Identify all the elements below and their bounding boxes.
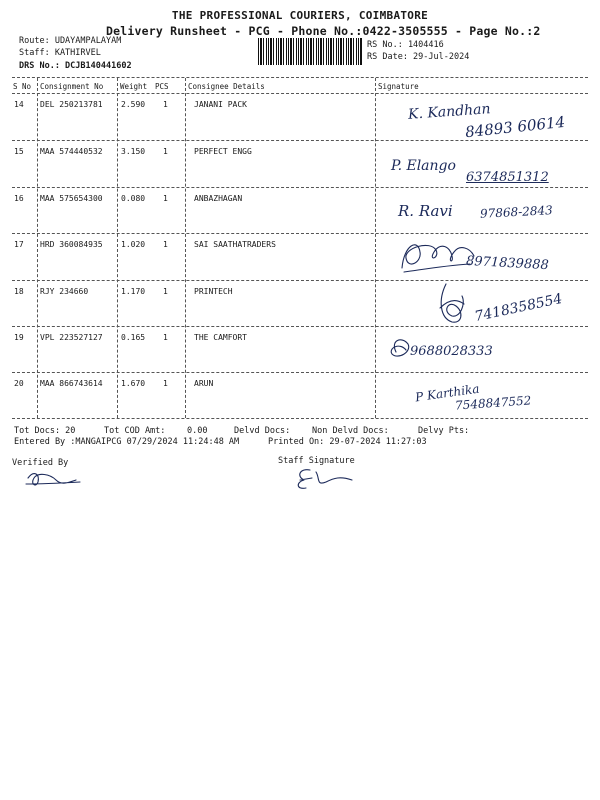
handwritten-name: R. Ravi: [398, 202, 453, 220]
cell-sno: 15: [14, 147, 24, 156]
cell-pcs: 1: [163, 287, 168, 296]
rs-date: RS Date: 29-Jul-2024: [367, 52, 470, 62]
signature-scribble: [441, 284, 463, 322]
cell-pcs: 1: [163, 333, 168, 342]
column-header-sno: S No: [13, 82, 32, 91]
cell-sno: 19: [14, 333, 24, 342]
cell-weight: 1.170: [121, 287, 146, 296]
handwritten-phone: 6374851312: [466, 170, 549, 185]
handwritten-name: P Karthika: [414, 381, 481, 405]
cell-weight: 0.165: [121, 333, 146, 342]
handwritten-phone: 7418358554: [473, 290, 564, 326]
delivery-points: Delvy Pts:: [418, 426, 470, 436]
cell-pcs: 1: [163, 240, 168, 249]
total-cod-label: Tot COD Amt:: [104, 426, 166, 436]
column-header-signature: Signature: [378, 82, 419, 91]
signature-scribble: [391, 340, 409, 356]
handwritten-phone: 97868-2843: [479, 203, 554, 221]
cell-sno: 16: [14, 194, 24, 203]
cell-consignee: PRINTECH: [194, 287, 233, 296]
total-cod-value: 0.00: [187, 426, 208, 436]
cell-consignee: THE CAMFORT: [194, 333, 247, 342]
cell-pcs: 1: [163, 100, 168, 109]
cell-weight: 0.080: [121, 194, 146, 203]
cell-weight: 2.590: [121, 100, 146, 109]
delivered-docs: Delvd Docs:: [234, 426, 291, 436]
staff-signature-mark: [298, 470, 352, 489]
cell-weight: 1.020: [121, 240, 146, 249]
cell-pcs: 1: [163, 147, 168, 156]
route-label: Route: UDAYAMPALAYAM: [19, 36, 122, 46]
cell-consignee: PERFECT ENGG: [194, 147, 252, 156]
entered-by: Entered By :MANGAIPCG 07/29/2024 11:24:48 AM: [14, 437, 240, 447]
cell-sno: 18: [14, 287, 24, 296]
cell-consignment: MAA 575654300: [40, 194, 103, 203]
column-header-pcs: PCS: [155, 82, 169, 91]
rs-number: RS No.: 1404416: [367, 40, 444, 50]
staff-signature-label: Staff Signature: [278, 456, 355, 466]
cell-consignee: ANBAZHAGAN: [194, 194, 243, 203]
cell-consignment: DEL 250213781: [40, 100, 103, 109]
verified-by-label: Verified By: [12, 458, 69, 468]
total-docs: Tot Docs: 20: [14, 426, 76, 436]
drs-number: DRS No.: DCJB140441602: [19, 61, 132, 71]
cell-consignee: ARUN: [194, 379, 214, 388]
cell-sno: 20: [14, 379, 24, 388]
cell-sno: 17: [14, 240, 24, 249]
cell-consignee: SAI SAATHATRADERS: [194, 240, 276, 249]
printed-on: Printed On: 29-07-2024 11:27:03: [268, 437, 427, 447]
handwritten-phone: 7548847552: [454, 393, 532, 413]
cell-consignment: MAA 574440532: [40, 147, 103, 156]
cell-weight: 3.150: [121, 147, 146, 156]
verified-by-signature: [26, 474, 80, 485]
company-title: THE PROFESSIONAL COURIERS, COIMBATORE: [171, 9, 429, 22]
runsheet-title: Delivery Runsheet - PCG - Phone No.:0422-3505555 - Page No.:2: [106, 24, 541, 38]
cell-pcs: 1: [163, 194, 168, 203]
cell-weight: 1.670: [121, 379, 146, 388]
staff-label: Staff: KATHIRVEL: [19, 48, 101, 58]
cell-consignment: VPL 223527127: [40, 333, 103, 342]
non-delivered-docs: Non Delvd Docs:: [312, 426, 389, 436]
handwritten-name: K. Kandhan: [407, 101, 491, 123]
handwritten-phone: 84893 60614: [464, 112, 566, 142]
column-header-consignee: Consignee Details: [188, 82, 265, 91]
cell-consignment: HRD 360084935: [40, 240, 103, 249]
cell-consignment: RJY 234660: [40, 287, 89, 296]
cell-pcs: 1: [163, 379, 168, 388]
handwritten-name: P. Elango: [391, 158, 456, 174]
column-header-consignment: Consignment No: [40, 82, 104, 91]
handwritten-phone: 8971839888: [465, 253, 550, 274]
handwritten-phone: 9688028333: [410, 344, 493, 359]
cell-consignee: JANANI PACK: [194, 100, 247, 109]
cell-consignment: MAA 866743614: [40, 379, 103, 388]
signature-scribble: [404, 264, 470, 272]
column-header-weight: Weight: [120, 82, 148, 91]
cell-sno: 14: [14, 100, 24, 109]
